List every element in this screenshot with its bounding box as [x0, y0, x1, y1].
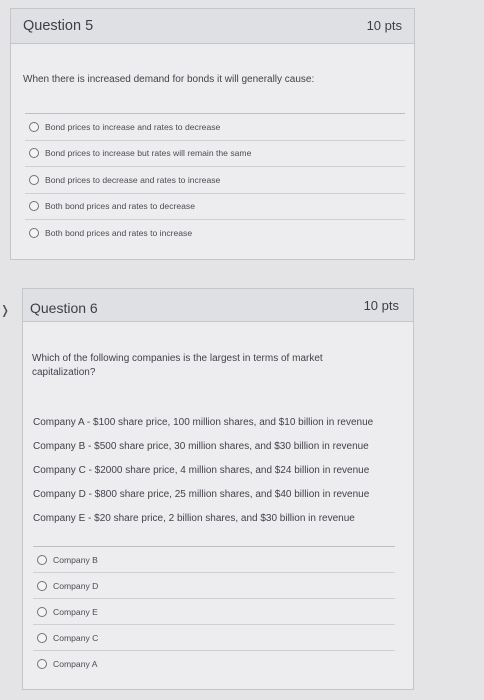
company-line: Company B - $500 share price, 30 million shares, and $30 billion in revenue	[33, 441, 369, 452]
radio-button[interactable]	[37, 581, 47, 591]
company-line: Company A - $100 share price, 100 million shares, and $10 billion in revenue	[33, 417, 374, 428]
answer-option[interactable]	[25, 194, 405, 221]
answer-option[interactable]	[25, 220, 405, 246]
question-points: 10 pts	[366, 18, 402, 33]
radio-button[interactable]	[37, 607, 47, 617]
question-header	[11, 9, 414, 44]
answer-option[interactable]	[25, 141, 405, 168]
answer-option[interactable]	[33, 573, 395, 599]
answer-label: Company D	[53, 580, 99, 591]
answer-list	[25, 113, 405, 246]
radio-button[interactable]	[29, 122, 39, 132]
question-points: 10 pts	[363, 298, 399, 313]
answer-label: Company E	[53, 606, 98, 617]
answer-option[interactable]	[25, 114, 405, 141]
question-card-6	[22, 288, 414, 690]
radio-button[interactable]	[29, 228, 39, 238]
answer-label: Both bond prices and rates to decrease	[45, 201, 196, 212]
radio-button[interactable]	[29, 201, 39, 211]
answer-label: Company C	[53, 632, 99, 643]
answer-option[interactable]	[33, 651, 395, 676]
radio-button[interactable]	[37, 633, 47, 643]
question-header	[23, 289, 413, 322]
answer-option[interactable]	[33, 547, 395, 573]
answer-label: Bond prices to increase and rates to decrease	[45, 121, 221, 132]
question-title: Question 5	[23, 18, 94, 34]
company-line: Company C - $2000 share price, 4 million shares, and $24 billion in revenue	[33, 465, 370, 476]
question-card-5	[10, 8, 415, 260]
answer-list	[33, 546, 395, 676]
radio-button[interactable]	[29, 148, 39, 158]
company-line: Company D - $800 share price, 25 million shares, and $40 billion in revenue	[33, 489, 370, 500]
company-list	[33, 417, 408, 537]
answer-label: Company B	[53, 554, 98, 565]
answer-label: Company A	[53, 658, 98, 669]
radio-button[interactable]	[29, 175, 39, 185]
question-title: Question 6	[30, 300, 98, 316]
question-text: Which of the following companies is the largest in terms of market capitalization?	[32, 353, 323, 378]
chevron-right-icon: ❭	[0, 303, 11, 317]
answer-option[interactable]	[33, 599, 395, 625]
answer-label: Bond prices to increase but rates will remain the same	[45, 148, 252, 159]
answer-label: Both bond prices and rates to increase	[45, 227, 193, 238]
answer-option[interactable]	[33, 625, 395, 651]
question-text: When there is increased demand for bonds it will generally cause:	[23, 74, 315, 85]
radio-button[interactable]	[37, 659, 47, 669]
company-line: Company E - $20 share price, 2 billion shares, and $30 billion in revenue	[33, 513, 355, 524]
radio-button[interactable]	[37, 555, 47, 565]
answer-label: Bond prices to decrease and rates to increase	[45, 174, 221, 185]
answer-option[interactable]	[25, 167, 405, 194]
